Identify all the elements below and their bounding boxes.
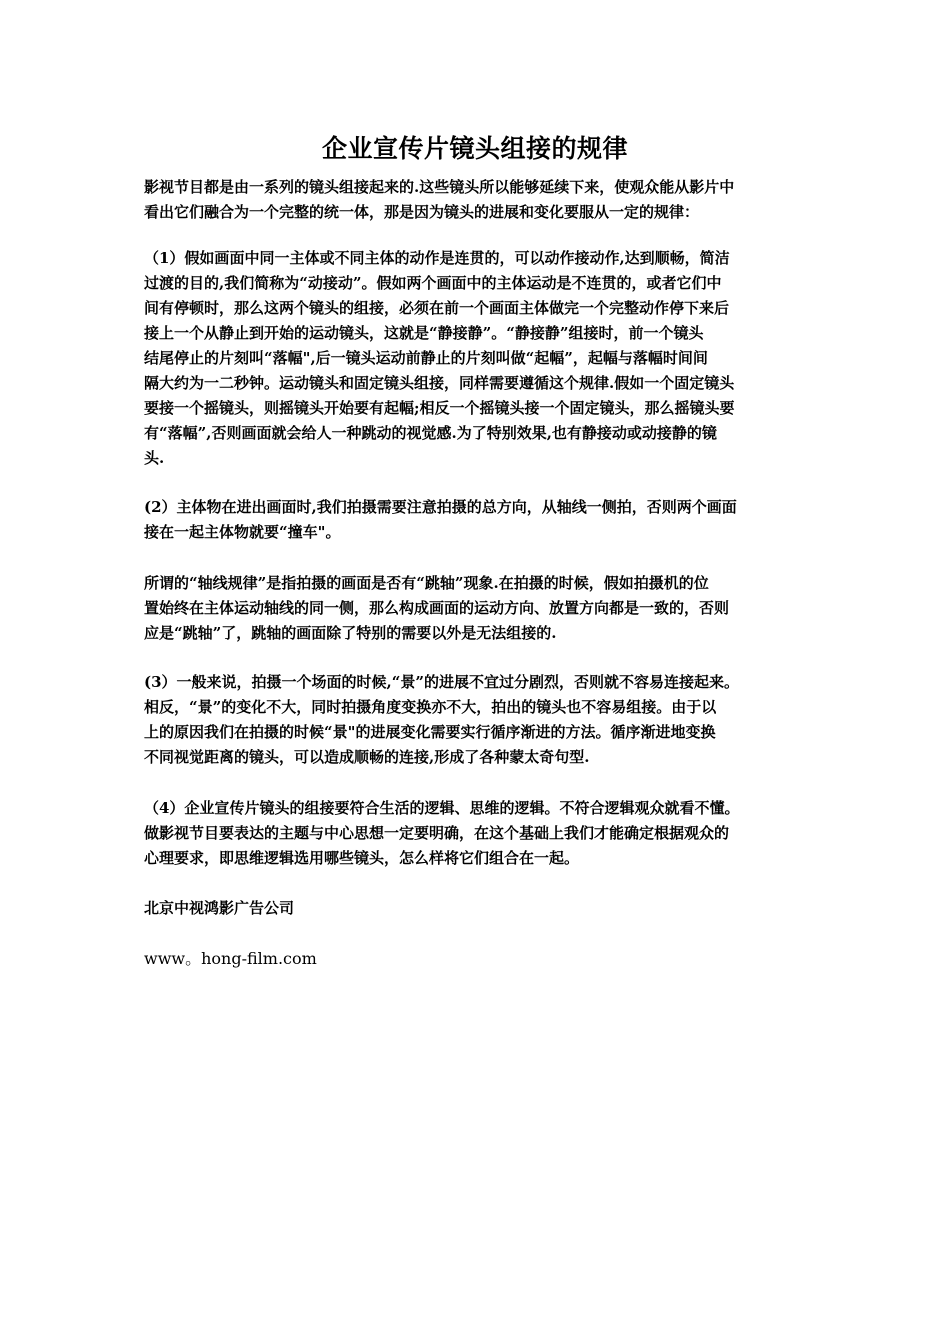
text-line: 有“落幅”,否则画面就会给人一种跳动的视觉感.为了特别效果,也有静接动或动接静的镜: [144, 424, 717, 442]
text-line: 间有停顿时，那么这两个镜头的组接，必须在前一个画面主体做完一个完整动作停下来后: [144, 299, 730, 317]
text-line: 结尾停止的片刻叫“落幅",后一镜头运动前静止的片刻叫做“起幅”，起幅与落幅时间间: [144, 349, 708, 367]
text-line: 置始终在主体运动轴线的同一侧，那么构成画面的运动方向、放置方向都是一致的，否则: [144, 599, 730, 617]
document-title: 企业宣传片镜头组接的规律: [321, 134, 628, 163]
text-line: （1）假如画面中同一主体或不同主体的动作是连贯的，可以动作接动作,达到顺畅，简洁: [144, 249, 730, 267]
company-name: 北京中视鸿影广告公司: [144, 899, 295, 917]
text-line: 过渡的目的,我们简称为“动接动”。假如两个画面中的主体运动是不连贯的，或者它们中: [144, 274, 722, 292]
text-line: 接在一起主体物就要“撞车"。: [144, 523, 341, 541]
intro-paragraph: [144, 175, 810, 225]
text-line: （4）企业宣传片镜头的组接要符合生活的逻辑、思维的逻辑。不符合逻辑观众就看不懂。: [144, 799, 740, 817]
text-line: (3）一般来说，拍摄一个场面的时候,“景”的进展不宜过分剧烈，否则就不容易连接起来。: [144, 673, 740, 691]
rule-3-paragraph: [144, 670, 820, 770]
website-url: www。hong-film.com: [144, 949, 317, 968]
rule-4-paragraph: [144, 796, 820, 871]
text-line: 看出它们融合为一个完整的统一体，那是因为镜头的进展和变化要服从一定的规律：: [144, 203, 700, 221]
text-line: (2）主体物在进出画面时,我们拍摄需要注意拍摄的总方向，从轴线一侧拍，否则两个画面: [144, 498, 737, 516]
text-line: 隔大约为一二秒钟。运动镜头和固定镜头组接，同样需要遵循这个规律.假如一个固定镜头: [144, 374, 735, 392]
text-line: 所谓的“轴线规律”是指拍摄的画面是否有“跳轴”现象.在拍摄的时候，假如拍摄机的位: [144, 574, 709, 592]
text-line: 不同视觉距离的镜头，可以造成顺畅的连接,形成了各种蒙太奇句型.: [144, 748, 590, 766]
text-line: 要接一个摇镜头，则摇镜头开始要有起幅;相反一个摇镜头接一个固定镜头，那么摇镜头要: [144, 399, 735, 417]
text-line: 做影视节目要表达的主题与中心思想一定要明确，在这个基础上我们才能确定根据观众的: [144, 824, 730, 842]
text-line: 头.: [144, 449, 165, 467]
rule-1-paragraph: [144, 246, 810, 471]
text-line: 影视节目都是由一系列的镜头组接起来的.这些镜头所以能够延续下来，使观众能从影片中: [144, 178, 735, 196]
axis-rule-paragraph: [144, 571, 810, 646]
text-line: 心理要求，即思维逻辑选用哪些镜头，怎么样将它们组合在一起。: [144, 849, 580, 867]
rule-2-paragraph: [144, 495, 810, 545]
text-line: 相反，“景”的变化不大，同时拍摄角度变换亦不大，拍出的镜头也不容易组接。由于以: [144, 698, 717, 716]
text-line: 上的原因我们在拍摄的时候“景"的进展变化需要实行循序渐进的方法。循序渐进地变换: [144, 723, 716, 741]
text-line: 接上一个从静止到开始的运动镜头，这就是“静接静”。“静接静”组接时，前一个镜头: [144, 324, 704, 342]
text-line: 应是“跳轴”了，跳轴的画面除了特别的需要以外是无法组接的.: [144, 624, 557, 642]
